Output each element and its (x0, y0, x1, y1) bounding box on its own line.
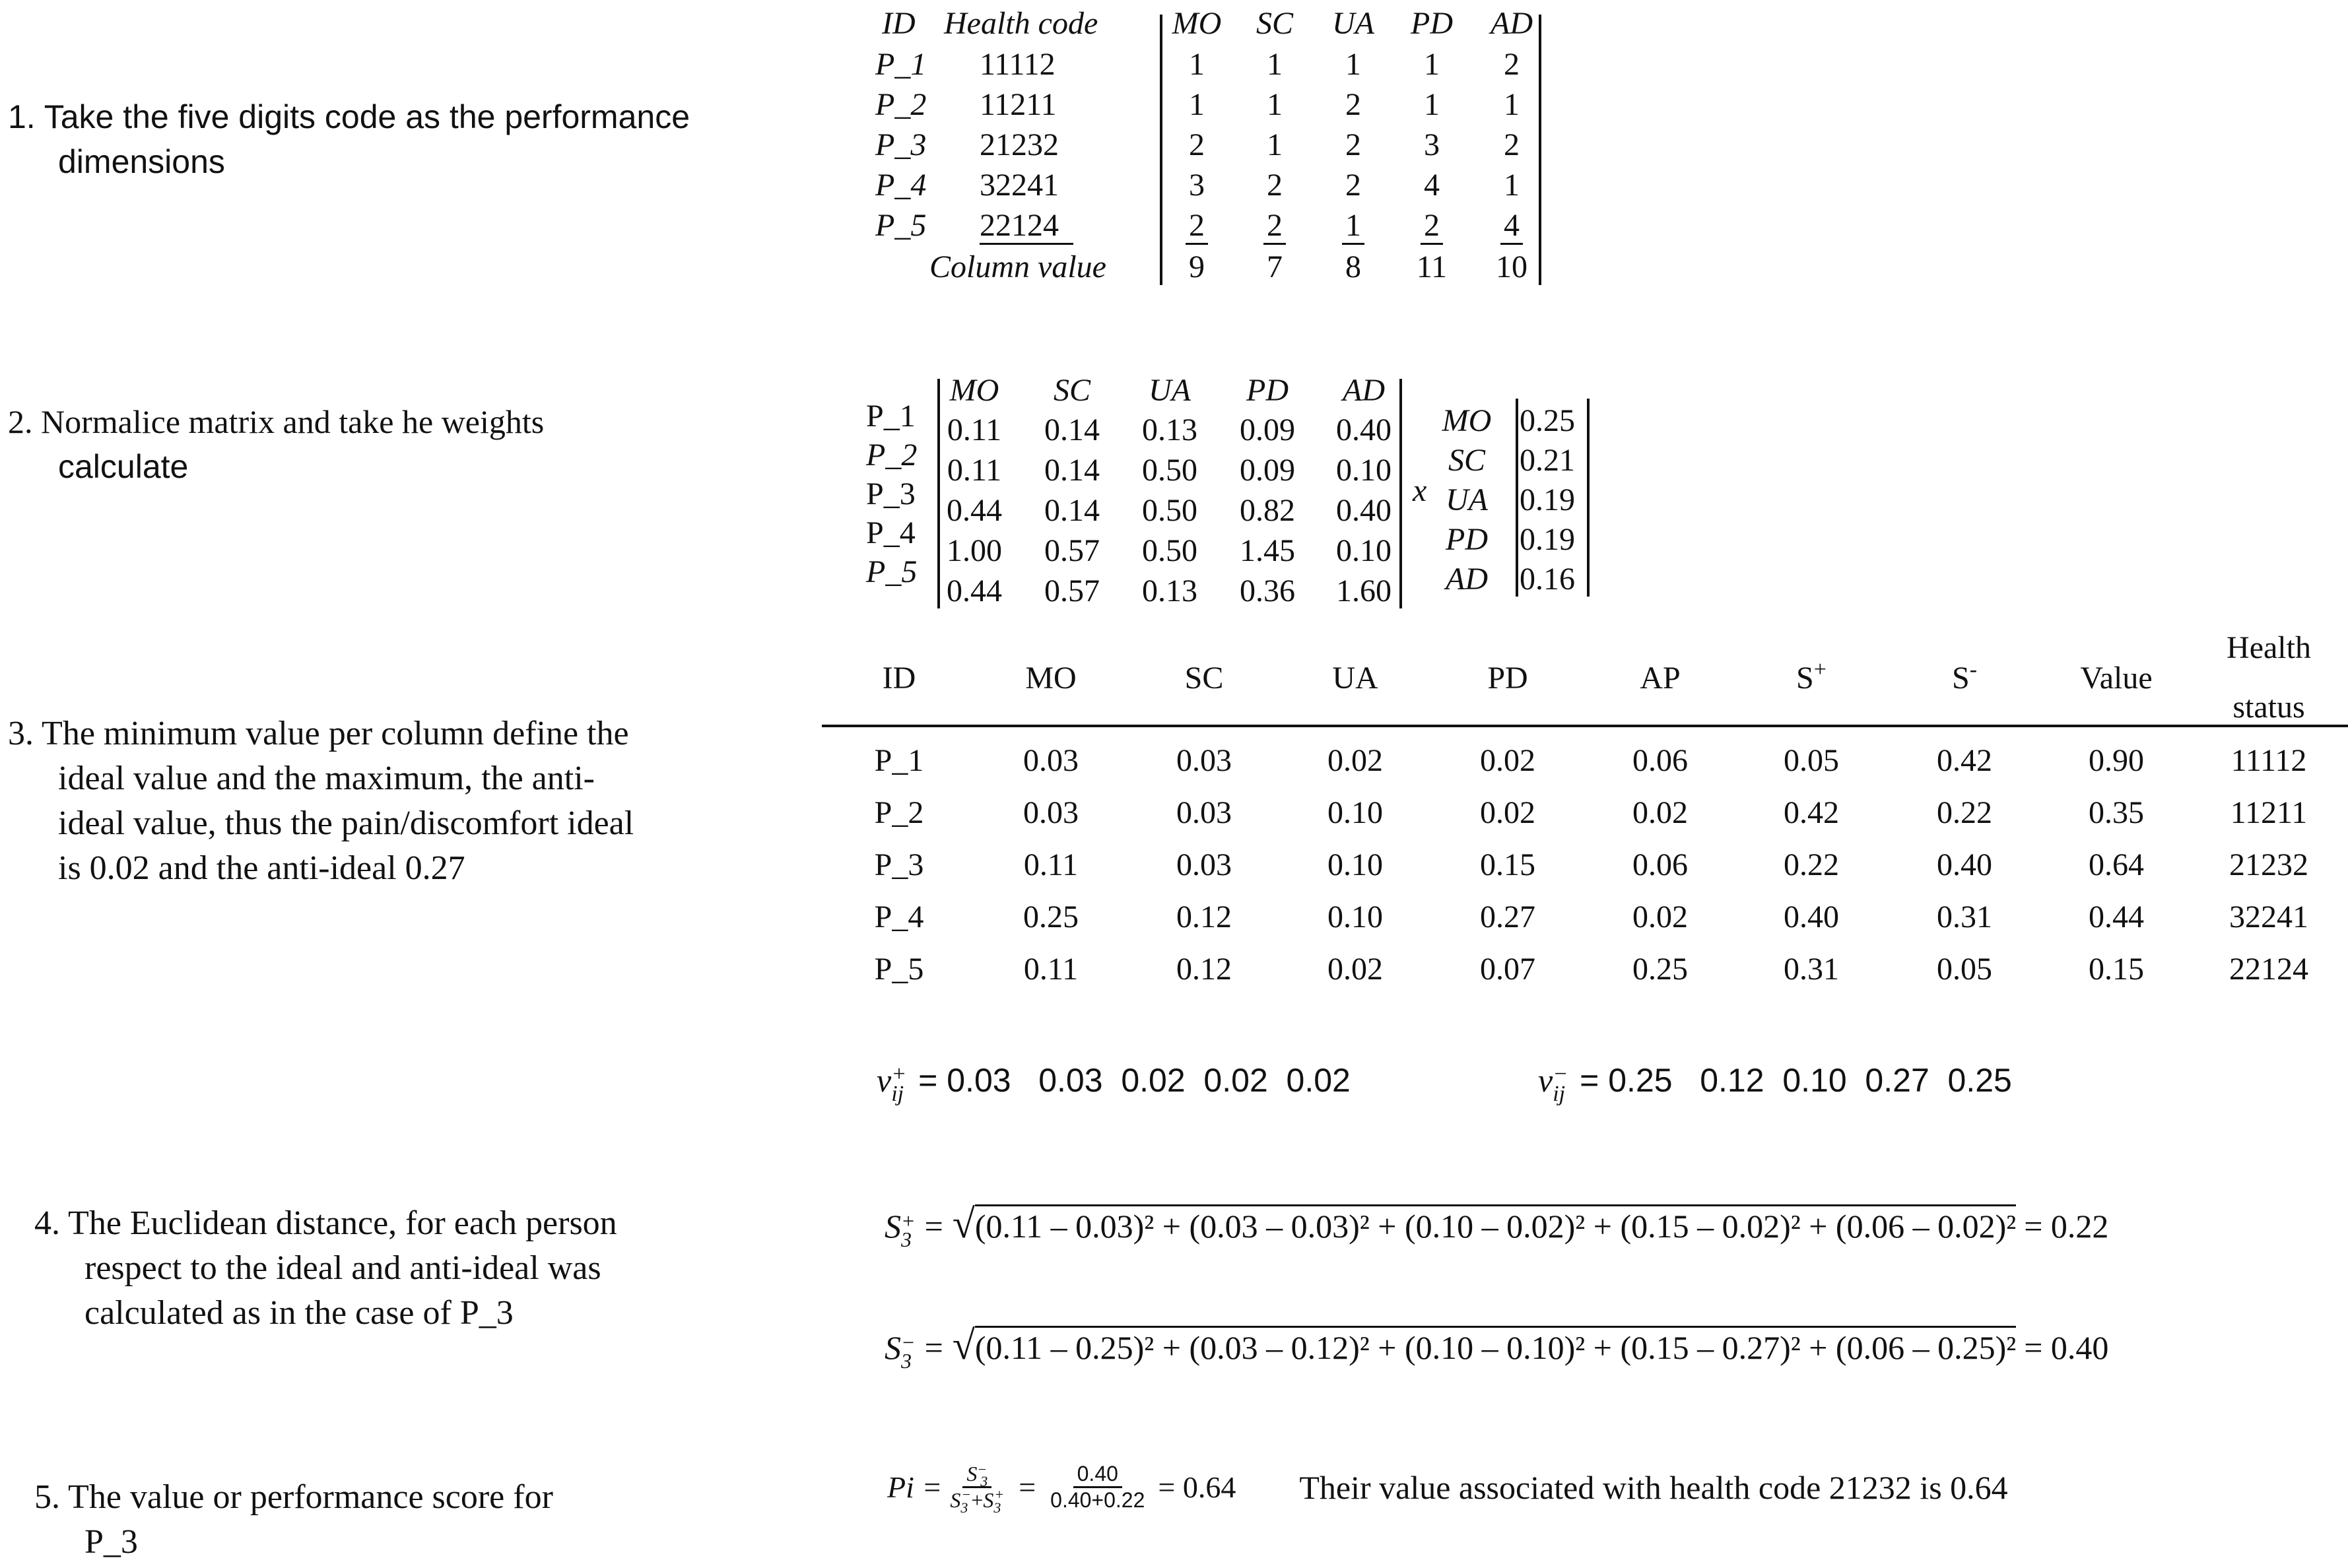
sub-3: 3 (980, 1473, 988, 1489)
v-sup: − (1553, 1061, 1568, 1086)
v-symbol: v (877, 1062, 892, 1099)
m1-underline (1186, 243, 1208, 245)
step-2-line-1: 2. Normalice matrix and take he weights (8, 403, 545, 440)
table-cell: 0.03 (1176, 743, 1232, 778)
s-minus-result: = 0.40 (2024, 1329, 2109, 1366)
m1-cell: 1 (1504, 168, 1520, 203)
w-right-bar (1587, 399, 1590, 597)
s-sub: 3 (901, 1227, 912, 1251)
step-3-line-1: 3. The minimum value per column define the (8, 715, 629, 752)
s-symbol: S (885, 1208, 901, 1245)
m1-cell: 1 (1267, 127, 1283, 162)
table-header-ap: AP (1640, 661, 1681, 696)
m1-underline (1342, 243, 1364, 245)
m1-right-bar (1539, 15, 1541, 285)
m1-row-id: P_5 (875, 208, 927, 243)
m2-right-bar (1399, 379, 1402, 608)
v-symbol: v (1538, 1062, 1553, 1099)
s-symbol: S (885, 1329, 901, 1366)
table-header-sc: SC (1184, 661, 1224, 696)
step-1-line-2: dimensions (58, 143, 225, 180)
table-cell: 0.03 (1023, 795, 1079, 830)
m1-colval: 8 (1345, 249, 1361, 284)
table-cell: 0.22 (1937, 795, 1992, 830)
m1-cell: 3 (1189, 168, 1205, 203)
table-cell: 0.42 (1784, 795, 1839, 830)
step-4-line-1: 4. The Euclidean distance, for each person (34, 1204, 617, 1242)
score-eq: = (1019, 1470, 1036, 1504)
m1-dim-header: AD (1491, 6, 1533, 41)
step-4-line-2: respect to the ideal and anti-ideal was (84, 1249, 601, 1287)
s-sup: + (901, 1208, 916, 1233)
m1-cell: 1 (1345, 47, 1361, 82)
s-plus-equation (885, 1201, 2108, 1249)
s-sup: − (901, 1330, 916, 1354)
table-cell: 0.10 (1327, 899, 1383, 934)
table-cell: 0.06 (1632, 847, 1688, 882)
weight-value: 0.19 (1520, 522, 1575, 557)
m2-dim-header: AD (1343, 373, 1385, 408)
frac2-num: 0.40 (1073, 1462, 1122, 1488)
step-1-text (8, 94, 690, 184)
m2-times: x (1413, 473, 1427, 508)
m2-row-id: P_1 (866, 399, 916, 434)
m2-row-id: P_2 (866, 438, 918, 473)
s-eq: = (924, 1329, 943, 1366)
m2-cell: 0.36 (1240, 573, 1295, 608)
m2-dim-header: MO (949, 373, 999, 408)
table-cell: 0.02 (1480, 743, 1535, 778)
table-row-id: P_1 (874, 743, 924, 778)
v-sub: ij (1553, 1081, 1566, 1106)
table-header-id: ID (882, 661, 916, 696)
score-fraction-1 (946, 1461, 1008, 1516)
score-result: = 0.64 (1158, 1470, 1236, 1504)
s-sym: S (983, 1488, 994, 1512)
step-3-line-4: is 0.02 and the anti-ideal 0.27 (58, 849, 465, 887)
step-2-text (8, 399, 544, 489)
score-conclusion: Their value associated with health code 21232 is 0.64 (1299, 1468, 2008, 1506)
m1-dim-header: UA (1332, 6, 1374, 41)
sub-3: 3 (993, 1499, 1001, 1516)
m2-cell: 0.13 (1142, 573, 1197, 608)
den-plus: + (971, 1488, 984, 1512)
weight-value: 0.19 (1520, 482, 1575, 517)
m1-cell: 2 (1504, 127, 1520, 162)
table-cell: 0.40 (1937, 847, 1992, 882)
m1-row-id: P_2 (875, 87, 927, 122)
table-cell: 0.31 (1937, 899, 1992, 934)
m1-row-code: 22124 (980, 208, 1059, 243)
m2-cell: 0.09 (1240, 412, 1295, 447)
s-plus-base: S (1796, 661, 1814, 696)
m2-cell: 0.13 (1142, 412, 1197, 447)
m1-cell: 1 (1504, 87, 1520, 122)
m2-cell: 0.44 (947, 573, 1002, 608)
m2-cell: 0.50 (1142, 493, 1197, 528)
ideal-minus-values: = 0.25 0.12 0.10 0.27 0.25 (1580, 1062, 2012, 1099)
step-4-line-3: calculated as in the case of P_3 (84, 1294, 514, 1332)
m1-id-header: ID (882, 6, 916, 41)
table-cell: 0.42 (1937, 743, 1992, 778)
table-cell: 0.31 (1784, 952, 1839, 987)
table-cell: 0.05 (1784, 743, 1839, 778)
table-row-id: P_5 (874, 952, 924, 987)
m2-cell: 0.10 (1336, 533, 1392, 568)
table-row-health-status: 11112 (2231, 743, 2307, 778)
score-equation (887, 1461, 2008, 1516)
m1-row-code: 21232 (980, 127, 1059, 162)
table-row-health-status: 32241 (2229, 899, 2308, 934)
m1-row-id: P_1 (875, 47, 927, 82)
weight-value: 0.21 (1520, 443, 1575, 478)
table-cell: 0.12 (1176, 952, 1232, 987)
m2-cell: 0.40 (1336, 412, 1392, 447)
weight-dim: PD (1446, 522, 1488, 557)
s-minus-base: S (1951, 661, 1970, 696)
table-row-health-status: 22124 (2229, 952, 2308, 987)
table-header-ua: UA (1332, 661, 1378, 696)
s-plus-sup: + (1813, 657, 1827, 682)
w-left-bar (1516, 399, 1518, 597)
m2-cell: 0.44 (947, 493, 1002, 528)
v-scripts (1553, 1061, 1568, 1106)
m2-row-id: P_3 (866, 476, 916, 511)
frac1-num (962, 1462, 991, 1488)
m2-cell: 0.14 (1044, 412, 1100, 447)
table-header-mo: MO (1025, 661, 1077, 696)
m1-cell: 1 (1345, 208, 1361, 243)
s-scripts (901, 1330, 916, 1373)
v-sup: + (891, 1061, 907, 1086)
s-minus-body: (0.11 – 0.25)² + (0.03 – 0.12)² + (0.10 – 0.10)² + (0.15 – 0.27)² + (0.06 – 0.25)² (975, 1326, 2016, 1366)
m1-underline (1263, 243, 1286, 245)
table-cell: 0.02 (1632, 899, 1688, 934)
table-cell: 0.02 (1632, 795, 1688, 830)
table-header-s-minus (1951, 657, 1978, 696)
ideal-plus-values: = 0.03 0.03 0.02 0.02 0.02 (918, 1062, 1351, 1099)
table-cell: 0.12 (1176, 899, 1232, 934)
m1-cell: 2 (1267, 168, 1283, 203)
m2-cell: 0.82 (1240, 493, 1295, 528)
table-cell: 0.06 (1632, 743, 1688, 778)
table-cell: 0.27 (1480, 899, 1535, 934)
table-cell: 0.07 (1480, 952, 1535, 987)
m2-cell: 0.11 (947, 453, 1002, 488)
m1-cell: 2 (1345, 168, 1361, 203)
weight-dim: AD (1446, 562, 1488, 597)
s-minus-sup: - (1969, 657, 1978, 682)
m1-cell: 1 (1189, 47, 1205, 82)
s-sym: S (950, 1488, 961, 1512)
table-cell: 0.90 (2089, 743, 2144, 778)
m1-cell: 1 (1424, 87, 1440, 122)
s-sub: 3 (901, 1348, 912, 1373)
step-4-text (34, 1201, 617, 1336)
table-cell: 0.22 (1784, 847, 1839, 882)
s-eq: = (924, 1208, 943, 1245)
table-cell: 0.25 (1632, 952, 1688, 987)
m1-cell: 1 (1189, 87, 1205, 122)
m1-cell: 2 (1267, 208, 1283, 243)
table-cell: 0.03 (1176, 847, 1232, 882)
table-cell: 0.10 (1327, 795, 1383, 830)
weight-dim: UA (1446, 482, 1488, 517)
m2-cell: 0.50 (1142, 453, 1197, 488)
table-header-value: Value (2080, 661, 2153, 696)
weight-value: 0.25 (1520, 403, 1575, 438)
step-3-line-3: ideal value, thus the pain/discomfort ideal (58, 804, 634, 842)
s-plus-body: (0.11 – 0.03)² + (0.03 – 0.03)² + (0.10 – 0.02)² + (0.15 – 0.02)² + (0.06 – 0.02)² (975, 1204, 2016, 1245)
table-row-health-status: 11211 (2230, 795, 2308, 830)
ideal-plus (877, 1061, 1351, 1104)
m1-underline (1500, 243, 1523, 245)
m2-row-id: P_4 (866, 515, 916, 550)
m1-colval: 11 (1416, 249, 1448, 284)
pi-lhs: Pi = (887, 1470, 943, 1504)
m2-cell: 0.09 (1240, 453, 1295, 488)
m2-cell: 1.60 (1336, 573, 1392, 608)
m1-cell: 1 (1267, 87, 1283, 122)
table-cell: 0.15 (2089, 952, 2144, 987)
m2-cell: 0.57 (1044, 573, 1100, 608)
step-5-line-1: 5. The value or performance score for (34, 1478, 553, 1516)
m1-underline (1421, 243, 1443, 245)
step-3-line-2: ideal value and the maximum, the anti- (58, 760, 595, 797)
m2-cell: 0.14 (1044, 493, 1100, 528)
step-1-line-1: 1. Take the five digits code as the performance (8, 98, 690, 135)
table-cell: 0.40 (1784, 899, 1839, 934)
m1-dim-header: SC (1256, 6, 1294, 41)
m1-colval: 7 (1267, 249, 1283, 284)
m2-row-id: P_5 (866, 554, 918, 589)
v-sub: ij (891, 1081, 904, 1106)
sqrt-icon: √ (952, 1202, 975, 1247)
m2-cell: 0.10 (1336, 453, 1392, 488)
m1-code-header: Health code (944, 6, 1098, 41)
table-header-pd: PD (1487, 661, 1528, 696)
m1-row-code: 32241 (980, 168, 1059, 203)
weight-dim: SC (1448, 443, 1486, 478)
table-cell: 0.03 (1023, 743, 1079, 778)
m1-cell: 1 (1424, 47, 1440, 82)
m1-row-code: 11211 (980, 87, 1057, 122)
table-cell: 0.03 (1176, 795, 1232, 830)
table-row-health-status: 21232 (2229, 847, 2308, 882)
m1-left-bar (1160, 15, 1162, 285)
m1-cell: 2 (1504, 47, 1520, 82)
sup-minus: − (961, 1486, 972, 1503)
m1-underline (980, 243, 1073, 245)
step-5-line-2: P_3 (84, 1523, 138, 1561)
m2-dim-header: PD (1246, 373, 1289, 408)
weight-dim: MO (1442, 403, 1492, 438)
m1-row-id: P_4 (875, 168, 927, 203)
m2-cell: 0.57 (1044, 533, 1100, 568)
m2-cell: 0.40 (1336, 493, 1392, 528)
m2-cell: 0.50 (1142, 533, 1197, 568)
m1-dim-header: MO (1172, 6, 1222, 41)
table-cell: 0.11 (1023, 952, 1079, 987)
table-cell: 0.02 (1327, 952, 1383, 987)
m1-cell: 2 (1345, 87, 1361, 122)
table-cell: 0.05 (1937, 952, 1992, 987)
sqrt-icon: √ (952, 1323, 975, 1368)
ideal-minus (1538, 1061, 2012, 1104)
m1-cell: 2 (1189, 208, 1205, 243)
m2-cell: 1.00 (947, 533, 1002, 568)
table-row-id: P_4 (874, 899, 924, 934)
m2-left-bar (937, 379, 940, 608)
m1-dim-header: PD (1411, 6, 1453, 41)
m1-cell: 1 (1267, 47, 1283, 82)
table-header-s-plus (1796, 657, 1827, 696)
step-2-line-2: calculate (58, 448, 189, 485)
table-row-id: P_3 (874, 847, 924, 882)
m1-cell: 4 (1424, 168, 1440, 203)
table-cell: 0.44 (2089, 899, 2144, 934)
table-header-health-1: Health (2227, 630, 2311, 665)
s-sym: S (966, 1462, 978, 1486)
sup-plus: + (994, 1486, 1005, 1503)
frac2-den: 0.40+0.22 (1050, 1488, 1145, 1512)
table-cell: 0.10 (1327, 847, 1383, 882)
m1-cell: 3 (1424, 127, 1440, 162)
m1-cell: 2 (1424, 208, 1440, 243)
table-cell: 0.15 (1480, 847, 1535, 882)
m2-cell: 1.45 (1240, 533, 1295, 568)
table-cell: 0.02 (1480, 795, 1535, 830)
m1-colval: 10 (1496, 249, 1527, 284)
table-cell: 0.35 (2089, 795, 2144, 830)
table-header-health-2: status (2232, 690, 2305, 725)
table-header-rule (822, 725, 2348, 727)
table-cell: 0.11 (1023, 847, 1079, 882)
m1-cell: 2 (1189, 127, 1205, 162)
sup-minus: − (977, 1461, 988, 1478)
m2-cell: 0.14 (1044, 453, 1100, 488)
m1-colval: 9 (1189, 249, 1205, 284)
s-minus-equation (885, 1323, 2109, 1373)
sub-3: 3 (960, 1499, 968, 1516)
step-5-text (34, 1475, 553, 1565)
m1-row-code: 11112 (980, 47, 1056, 82)
m1-cell: 4 (1504, 208, 1520, 243)
m2-dim-header: UA (1149, 373, 1191, 408)
table-row-id: P_2 (874, 795, 924, 830)
m2-cell: 0.11 (947, 412, 1002, 447)
m2-dim-header: SC (1053, 373, 1091, 408)
frac1-den (946, 1486, 1008, 1516)
s-plus-result: = 0.22 (2024, 1208, 2109, 1245)
m1-column-value-label: Column value (929, 249, 1106, 284)
m1-row-id: P_3 (875, 127, 927, 162)
s-scripts (901, 1208, 916, 1251)
table-cell: 0.64 (2089, 847, 2144, 882)
score-fraction-2 (1046, 1462, 1149, 1513)
weight-value: 0.16 (1520, 562, 1575, 597)
table-cell: 0.02 (1327, 743, 1383, 778)
step-3-text (8, 711, 634, 891)
v-scripts (891, 1061, 907, 1106)
m1-cell: 2 (1345, 127, 1361, 162)
table-cell: 0.25 (1023, 899, 1079, 934)
